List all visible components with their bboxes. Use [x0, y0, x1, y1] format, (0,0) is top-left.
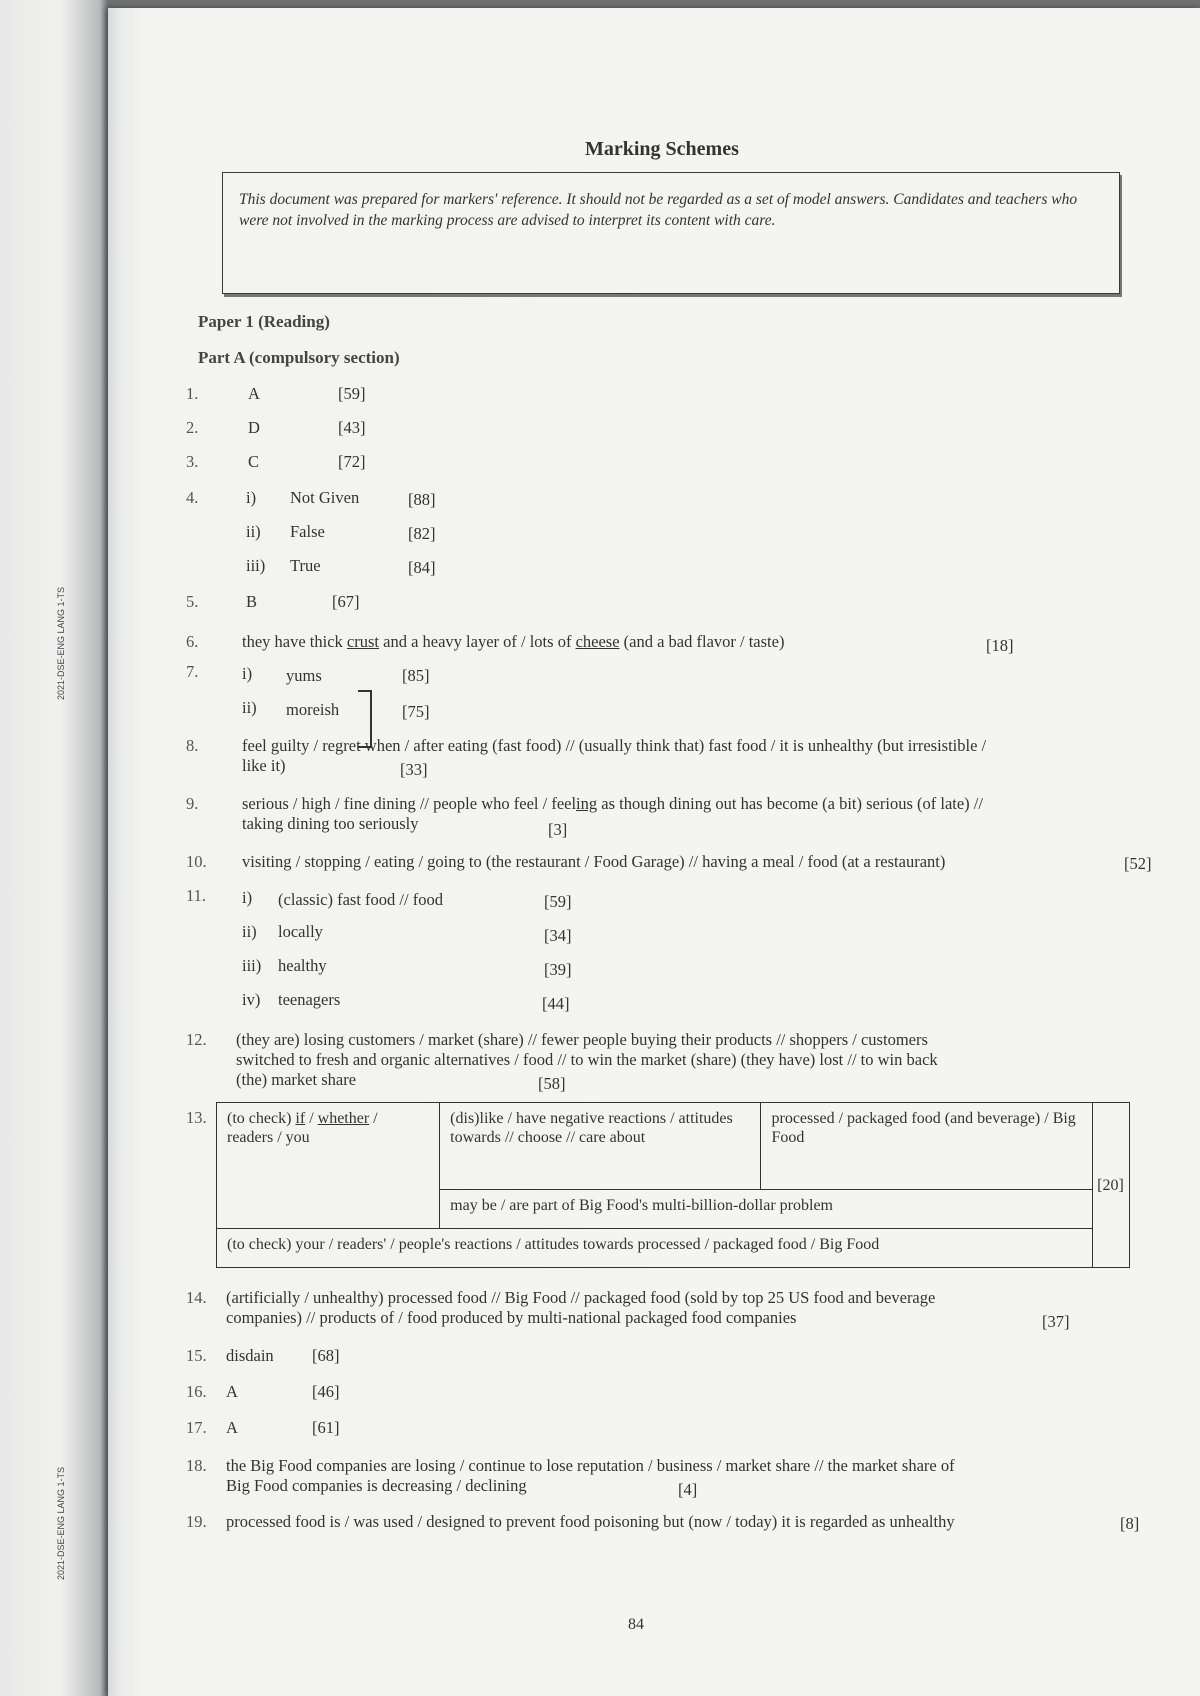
mark: [58]: [538, 1074, 566, 1093]
mark: [85]: [402, 666, 430, 685]
question-13-table: [216, 1102, 1130, 1268]
answer-text: processed food is / was used / designed to prevent food poisoning but (now / today) it is regarded as unhealthy: [226, 1512, 955, 1531]
disclaimer-box: [222, 172, 1120, 294]
answer-line-1: the Big Food companies are losing / continue to lose reputation / business / market share // the market share of: [226, 1456, 955, 1475]
mark: [44]: [542, 994, 570, 1013]
question-11: [186, 886, 1160, 1016]
mark: [61]: [312, 1418, 340, 1437]
question-number: 17.: [186, 1418, 207, 1437]
underlined-word: ing: [576, 794, 598, 813]
question-number: 10.: [186, 852, 207, 871]
question-number: 7.: [186, 662, 199, 681]
question-number: 2.: [186, 418, 199, 437]
question-number: 12.: [186, 1030, 207, 1049]
table-cell: (to check) if / whether / readers / you: [217, 1103, 440, 1229]
answer-line-2: companies) // products of / food produced by multi-national packaged food companies: [226, 1308, 797, 1327]
mark: [59]: [544, 892, 572, 911]
question-number: 18.: [186, 1456, 207, 1475]
mark: [34]: [544, 926, 572, 945]
answer: A: [226, 1382, 238, 1401]
question-7: [186, 662, 1160, 732]
question-number: 9.: [186, 794, 199, 813]
sub-label: ii): [242, 698, 257, 717]
side-code-bottom: 2021-DSE-ENG LANG 1-TS: [56, 1466, 66, 1580]
question-number: 8.: [186, 736, 199, 755]
mark: [88]: [408, 490, 436, 509]
question-number: 11.: [186, 886, 207, 905]
mark: [46]: [312, 1382, 340, 1401]
sub-label: iii): [246, 556, 266, 575]
answer-line-1: feel guilty / regret when / after eating (fast food) // (usually think that) fast food / it is unhealthy (but irresistible /: [242, 736, 987, 755]
page-gutter: [0, 0, 108, 1696]
sub-label: i): [242, 664, 253, 683]
mark: [75]: [402, 702, 430, 721]
answer-line-1: serious / high / fine dining // people who feel / feeling as though dining out has become (a bit) serious (of late) //: [242, 794, 983, 813]
table-mark-cell: [20]: [1093, 1103, 1130, 1268]
sub-label: ii): [242, 922, 257, 941]
underlined-word: crust: [346, 632, 379, 651]
question-number: 13.: [186, 1108, 207, 1127]
mark: [18]: [986, 636, 1014, 655]
answer: A: [248, 384, 260, 403]
underlined-word: cheese: [575, 632, 620, 651]
side-code-top: 2021-DSE-ENG LANG 1-TS: [56, 586, 66, 700]
answer: moreish: [286, 700, 340, 719]
question-number: 3.: [186, 452, 199, 471]
table-cell: processed / packaged food (and beverage) / Big Food: [761, 1103, 1093, 1190]
mark: [68]: [312, 1346, 340, 1365]
disclaimer-text: This document was prepared for markers' reference. It should not be regarded as a set of model answers. Candidates and teachers who were not involved in the marking process are advised to interpret its content with care.: [239, 191, 1078, 229]
answer: disdain: [226, 1346, 274, 1365]
mark: [82]: [408, 524, 436, 543]
mark: [43]: [338, 418, 366, 437]
answer: False: [290, 522, 325, 541]
answer: locally: [278, 922, 323, 941]
answer-line-2: taking dining too seriously: [242, 814, 419, 833]
answer: C: [248, 452, 260, 471]
underlined-word: if: [295, 1110, 306, 1127]
sub-label: i): [242, 888, 253, 907]
mark: [4]: [678, 1480, 698, 1499]
answer-line-1: (they are) losing customers / market (share) // fewer people buying their products // shoppers / customers: [236, 1030, 928, 1049]
mark: [3]: [548, 820, 568, 839]
answer-line-1: (artificially / unhealthy) processed food // Big Food // packaged food (sold by top 25 US food and beverage: [226, 1288, 936, 1307]
mark: [33]: [400, 760, 428, 779]
answer-line-2: Big Food companies is decreasing / declining: [226, 1476, 527, 1495]
answer: yums: [286, 666, 322, 685]
question-number: 19.: [186, 1512, 207, 1531]
sub-label: iv): [242, 990, 261, 1009]
question-number: 5.: [186, 592, 199, 611]
answer: True: [290, 556, 321, 575]
answer-line-3: (the) market share: [236, 1070, 357, 1089]
question-number: 14.: [186, 1288, 207, 1307]
answer-text: visiting / stopping / eating / going to (the restaurant / Food Garage) // having a meal / food (at a restaurant): [242, 852, 946, 871]
question-number: 15.: [186, 1346, 207, 1365]
answer: Not Given: [290, 488, 360, 507]
sub-label: i): [246, 488, 257, 507]
answer: B: [246, 592, 258, 611]
page-title: Marking Schemes: [585, 138, 739, 160]
question-4: [186, 488, 1160, 588]
question-number: 6.: [186, 632, 199, 651]
mark: [37]: [1042, 1312, 1070, 1331]
table-cell: (dis)like / have negative reactions / attitudes towards // choose // care about: [440, 1103, 761, 1190]
answer: healthy: [278, 956, 327, 975]
table-cell-line: readers / you: [227, 1129, 310, 1146]
answer: D: [248, 418, 260, 437]
table-cell: (to check) your / readers' / people's reactions / attitudes towards processed / packaged food / Big Food: [217, 1229, 1093, 1268]
answer: A: [226, 1418, 238, 1437]
sub-label: iii): [242, 956, 262, 975]
underlined-word: whether: [317, 1110, 370, 1127]
mark: [39]: [544, 960, 572, 979]
paper-heading: Paper 1 (Reading): [198, 312, 330, 331]
answer: teenagers: [278, 990, 341, 1009]
question-number: 16.: [186, 1382, 207, 1401]
sub-label: ii): [246, 522, 261, 541]
table-cell: may be / are part of Big Food's multi-billion-dollar problem: [440, 1190, 1093, 1229]
mark: [84]: [408, 558, 436, 577]
answer-line-2: switched to fresh and organic alternatives / food // to win the market (share) (they have) lost // to win back: [236, 1050, 938, 1069]
answer: (classic) fast food // food: [278, 890, 443, 909]
mark: [72]: [338, 452, 366, 471]
mark: [59]: [338, 384, 366, 403]
mark: [8]: [1120, 1514, 1140, 1533]
question-number: 1.: [186, 384, 199, 403]
part-heading: Part A (compulsory section): [198, 348, 400, 367]
question-number: 4.: [186, 488, 199, 507]
answer-line-2: like it): [242, 756, 286, 775]
mark: [52]: [1124, 854, 1152, 873]
answer-text: they have thick crust and a heavy layer of / lots of cheese (and a bad flavor / taste): [242, 632, 785, 651]
mark: [67]: [332, 592, 360, 611]
page-number: 84: [628, 1616, 644, 1633]
